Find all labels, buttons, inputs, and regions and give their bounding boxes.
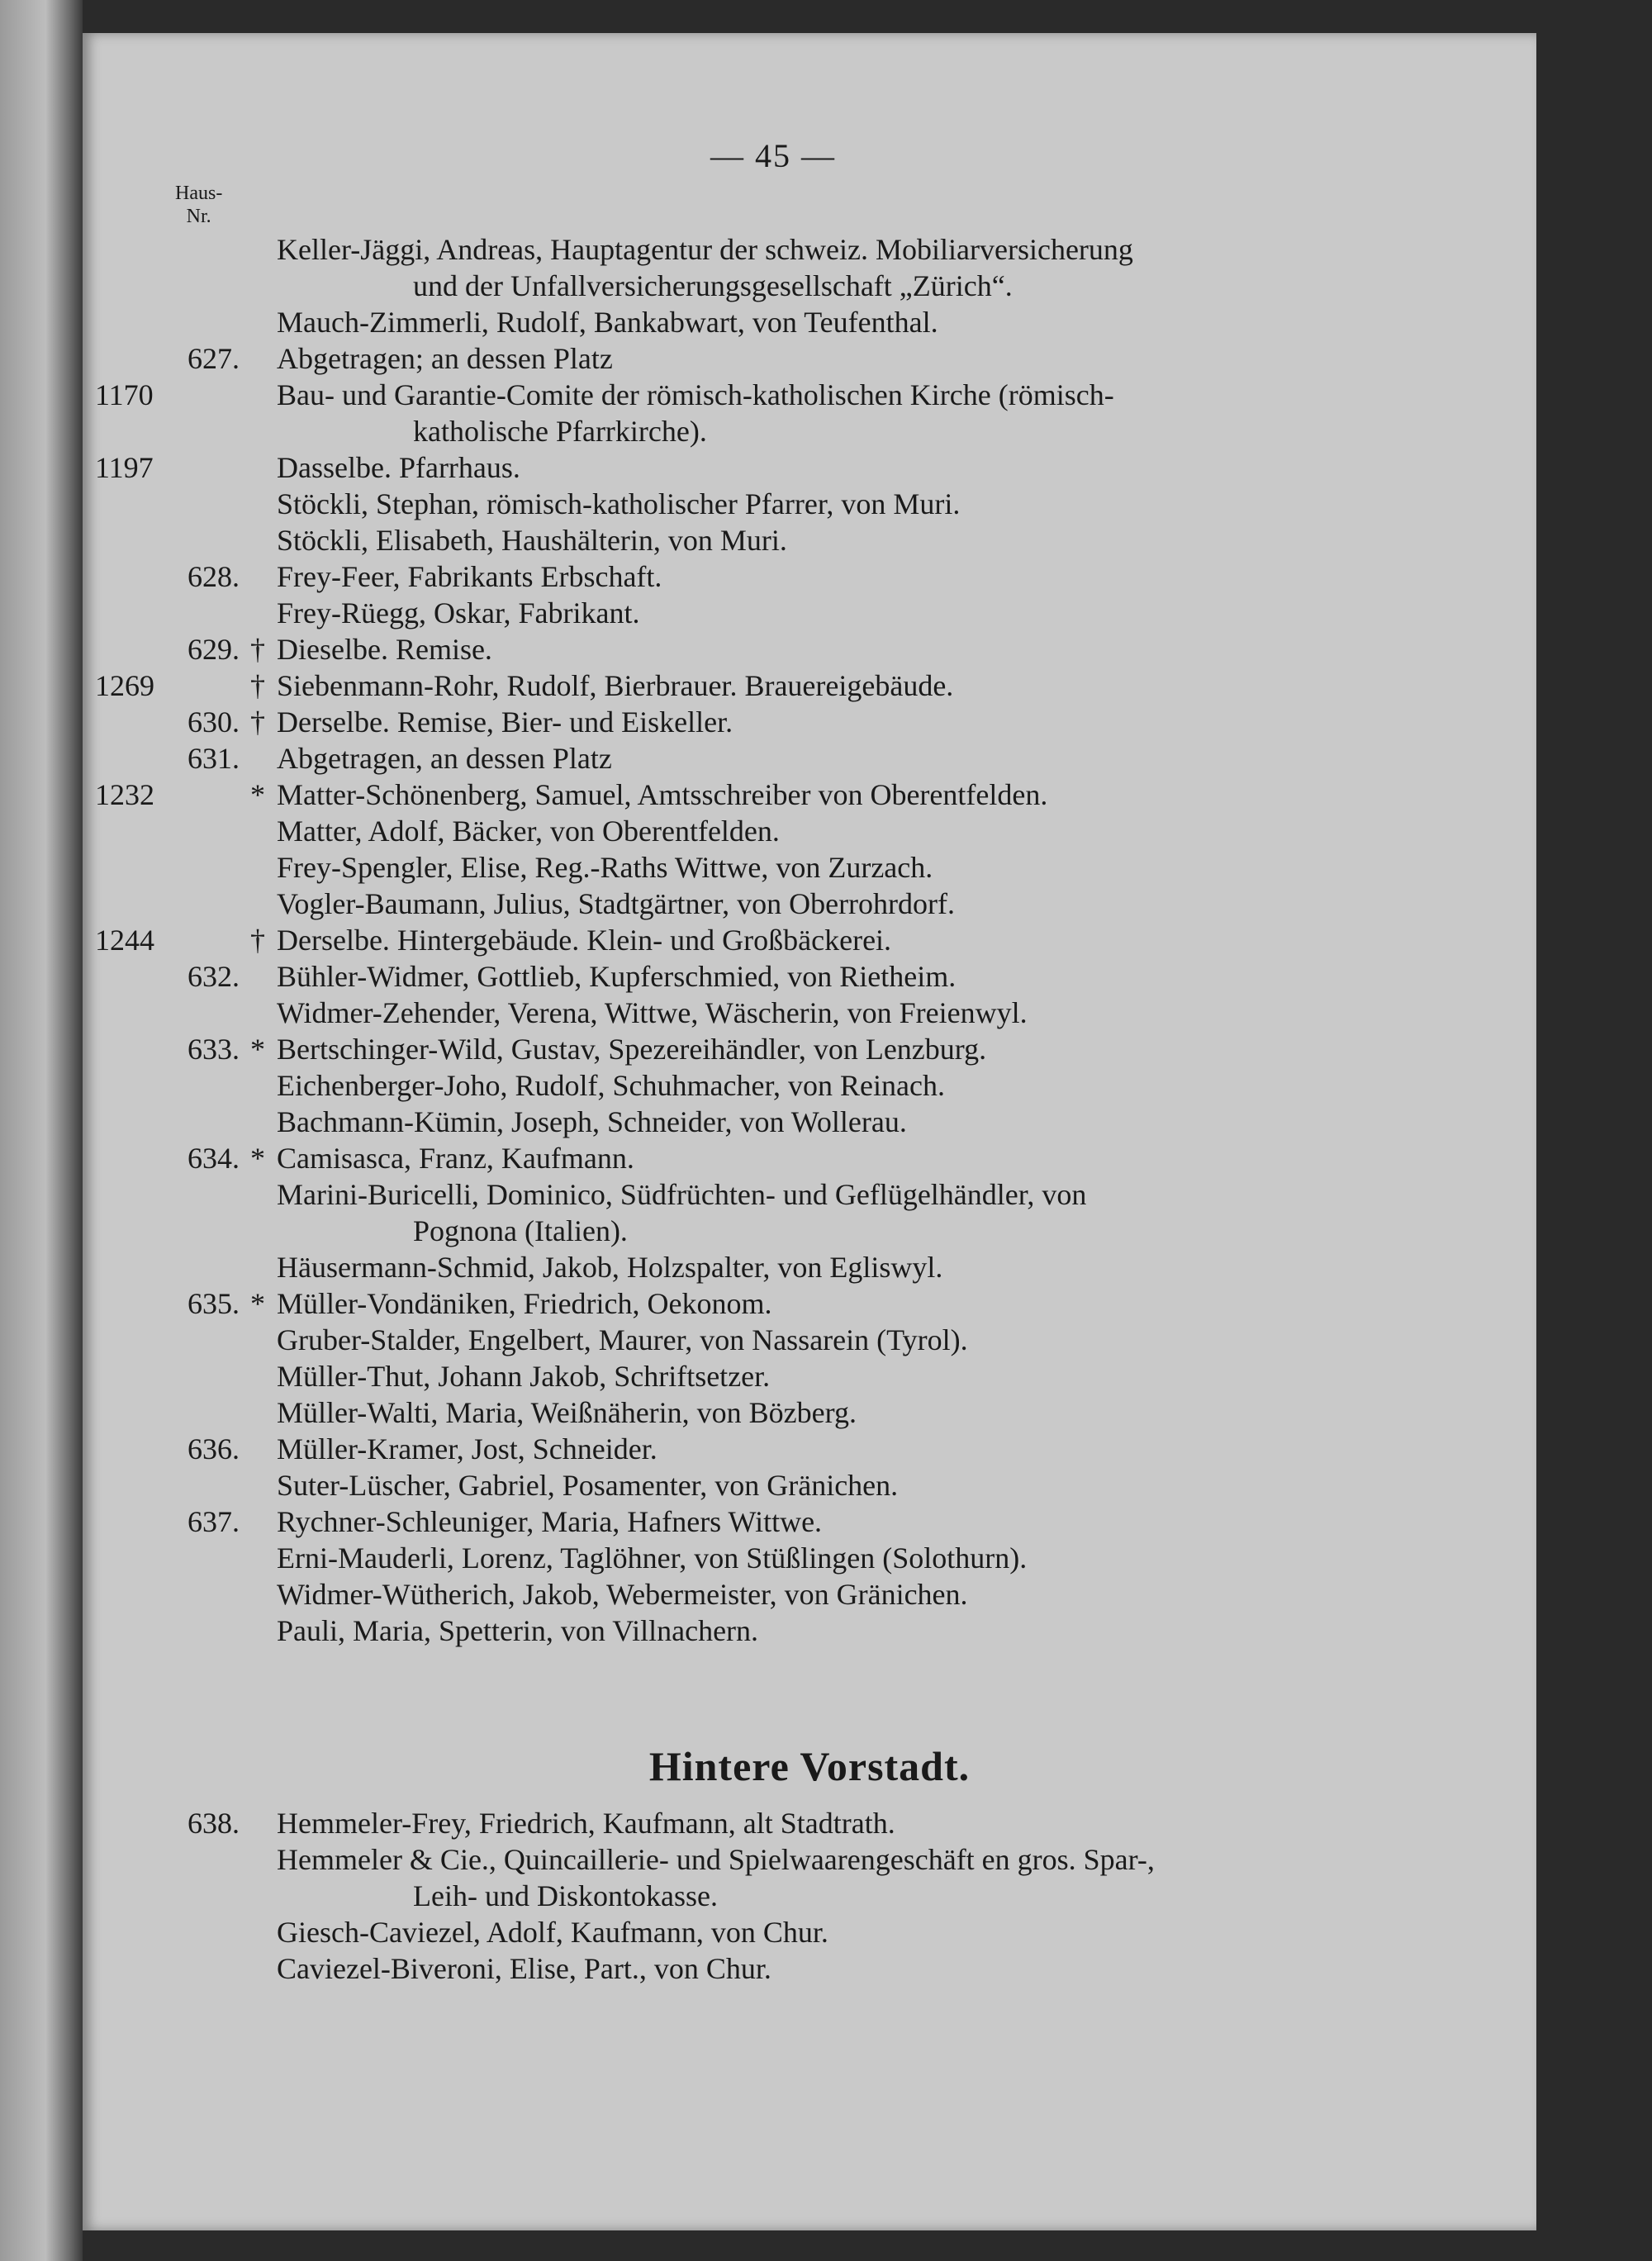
- entry-text: Frey-Rüegg, Oskar, Fabrikant.: [277, 596, 640, 629]
- page-number: — 45 —: [710, 137, 836, 174]
- entry-text: Caviezel-Biveroni, Elise, Part., von Chur.: [277, 1952, 771, 1985]
- entry-text: Matter-Schönenberg, Samuel, Amtsschreiber von Oberentfelden.: [277, 778, 1048, 811]
- column-header-line: Nr.: [186, 206, 211, 227]
- entry-text: Gruber-Stalder, Engelbert, Maurer, von Nassarein (Tyrol).: [277, 1323, 968, 1356]
- entry-text: Camisasca, Franz, Kaufmann.: [277, 1142, 634, 1175]
- entry-text: Siebenmann-Rohr, Rudolf, Bierbrauer. Brauereigebäude.: [277, 669, 954, 702]
- entry-text: Widmer-Zehender, Verena, Wittwe, Wäscherin, von Freienwyl.: [277, 996, 1028, 1029]
- entry-text: Bertschinger-Wild, Gustav, Spezereihändler, von Lenzburg.: [277, 1033, 987, 1066]
- entry-number: 637.: [188, 1505, 240, 1538]
- entry-text: Matter, Adolf, Bäcker, von Oberentfelden.: [277, 815, 780, 848]
- entry-number: 634.: [188, 1142, 240, 1175]
- entry-text: Müller-Kramer, Jost, Schneider.: [277, 1432, 657, 1465]
- entry-text: Pauli, Maria, Spetterin, von Villnachern.: [277, 1614, 759, 1647]
- entry-text: Frey-Feer, Fabrikants Erbschaft.: [277, 560, 662, 593]
- entry-text: Stöckli, Stephan, römisch-katholischer Pfarrer, von Muri.: [277, 487, 961, 520]
- entry-text: Erni-Mauderli, Lorenz, Taglöhner, von Stüßlingen (Solothurn).: [277, 1541, 1028, 1575]
- facing-page-edge: [0, 0, 83, 2261]
- entry-mark: †: [250, 633, 265, 666]
- entry-text: Stöckli, Elisabeth, Haushälterin, von Muri.: [277, 524, 787, 557]
- entry-text: Dieselbe. Remise.: [277, 633, 492, 666]
- entry-text: Dasselbe. Pfarrhaus.: [277, 451, 520, 484]
- entry-number: 632.: [188, 960, 240, 993]
- house-number: 1244: [95, 924, 154, 957]
- entry-mark: *: [250, 1287, 265, 1320]
- entry-number: 628.: [188, 560, 240, 593]
- entry-text: Abgetragen; an dessen Platz: [277, 342, 613, 375]
- entry-text: Vogler-Baumann, Julius, Stadtgärtner, von Oberrohrdorf.: [277, 887, 956, 920]
- entry-number: 631.: [188, 742, 240, 775]
- entry-text: Bachmann-Kümin, Joseph, Schneider, von Wollerau.: [277, 1105, 907, 1138]
- entry-number: 633.: [188, 1033, 240, 1066]
- entry-mark: *: [250, 778, 265, 811]
- entry-text: Keller-Jäggi, Andreas, Hauptagentur der schweiz. Mobiliarversicherung: [277, 233, 1133, 266]
- entry-number: 636.: [188, 1432, 240, 1465]
- entry-text: Eichenberger-Joho, Rudolf, Schuhmacher, von Reinach.: [277, 1069, 945, 1102]
- entry-text: Bau- und Garantie-Comite der römisch-katholischen Kirche (römisch-: [277, 378, 1114, 411]
- entry-text: Bühler-Widmer, Gottlieb, Kupferschmied, von Rietheim.: [277, 960, 957, 993]
- entry-mark: †: [250, 669, 265, 702]
- entry-number: 630.: [188, 705, 240, 739]
- entry-number: 635.: [188, 1287, 240, 1320]
- entry-mark: †: [250, 705, 265, 739]
- entry-text: Derselbe. Hintergebäude. Klein- und Großbäckerei.: [277, 924, 892, 957]
- entry-text: Müller-Vondäniken, Friedrich, Oekonom.: [277, 1287, 772, 1320]
- entry-number: 629.: [188, 633, 240, 666]
- section-heading: Hintere Vorstadt.: [648, 1743, 971, 1789]
- entry-text: Marini-Buricelli, Dominico, Südfrüchten- und Geflügelhändler, von: [277, 1178, 1087, 1211]
- entry-text: Müller-Walti, Maria, Weißnäherin, von Bözberg.: [277, 1396, 857, 1429]
- entry-mark: *: [250, 1033, 265, 1066]
- entry-text: Häusermann-Schmid, Jakob, Holzspalter, von Egliswyl.: [277, 1251, 943, 1284]
- column-header-line: Haus-: [175, 183, 223, 204]
- entry-text: Hemmeler & Cie., Quincaillerie- und Spielwaarengeschäft en gros. Spar-,: [277, 1843, 1155, 1876]
- entry-text: Müller-Thut, Johann Jakob, Schriftsetzer.: [277, 1360, 771, 1393]
- entry-text: Frey-Spengler, Elise, Reg.-Raths Wittwe, von Zurzach.: [277, 851, 933, 884]
- entry-mark: †: [250, 924, 265, 957]
- column-header: [175, 182, 222, 228]
- entry-text: und der Unfallversicherungsgesellschaft „Zürich“.: [413, 269, 1013, 302]
- entry-number: 627.: [188, 342, 240, 375]
- book-page: [83, 33, 1536, 2230]
- house-number: 1197: [95, 451, 154, 484]
- entry-mark: *: [250, 1142, 265, 1175]
- entry-text: Widmer-Wütherich, Jakob, Webermeister, von Gränichen.: [277, 1578, 968, 1611]
- entry-text: Hemmeler-Frey, Friedrich, Kaufmann, alt Stadtrath.: [277, 1807, 895, 1840]
- house-number: 1269: [95, 669, 154, 702]
- entry-text: Abgetragen, an dessen Platz: [277, 742, 612, 775]
- entry-text: Pognona (Italien).: [413, 1214, 628, 1247]
- entry-text: Mauch-Zimmerli, Rudolf, Bankabwart, von Teufenthal.: [277, 306, 938, 339]
- entry-text: Derselbe. Remise, Bier- und Eiskeller.: [277, 705, 733, 739]
- house-number: 1170: [95, 378, 154, 411]
- entry-text: katholische Pfarrkirche).: [413, 415, 707, 448]
- entry-text: Rychner-Schleuniger, Maria, Hafners Wittwe.: [277, 1505, 823, 1538]
- house-number: 1232: [95, 778, 154, 811]
- entry-text: Suter-Lüscher, Gabriel, Posamenter, von Gränichen.: [277, 1469, 899, 1502]
- entry-text: Giesch-Caviezel, Adolf, Kaufmann, von Chur.: [277, 1916, 828, 1949]
- entry-text: Leih- und Diskontokasse.: [413, 1879, 718, 1912]
- entry-number: 638.: [188, 1807, 240, 1840]
